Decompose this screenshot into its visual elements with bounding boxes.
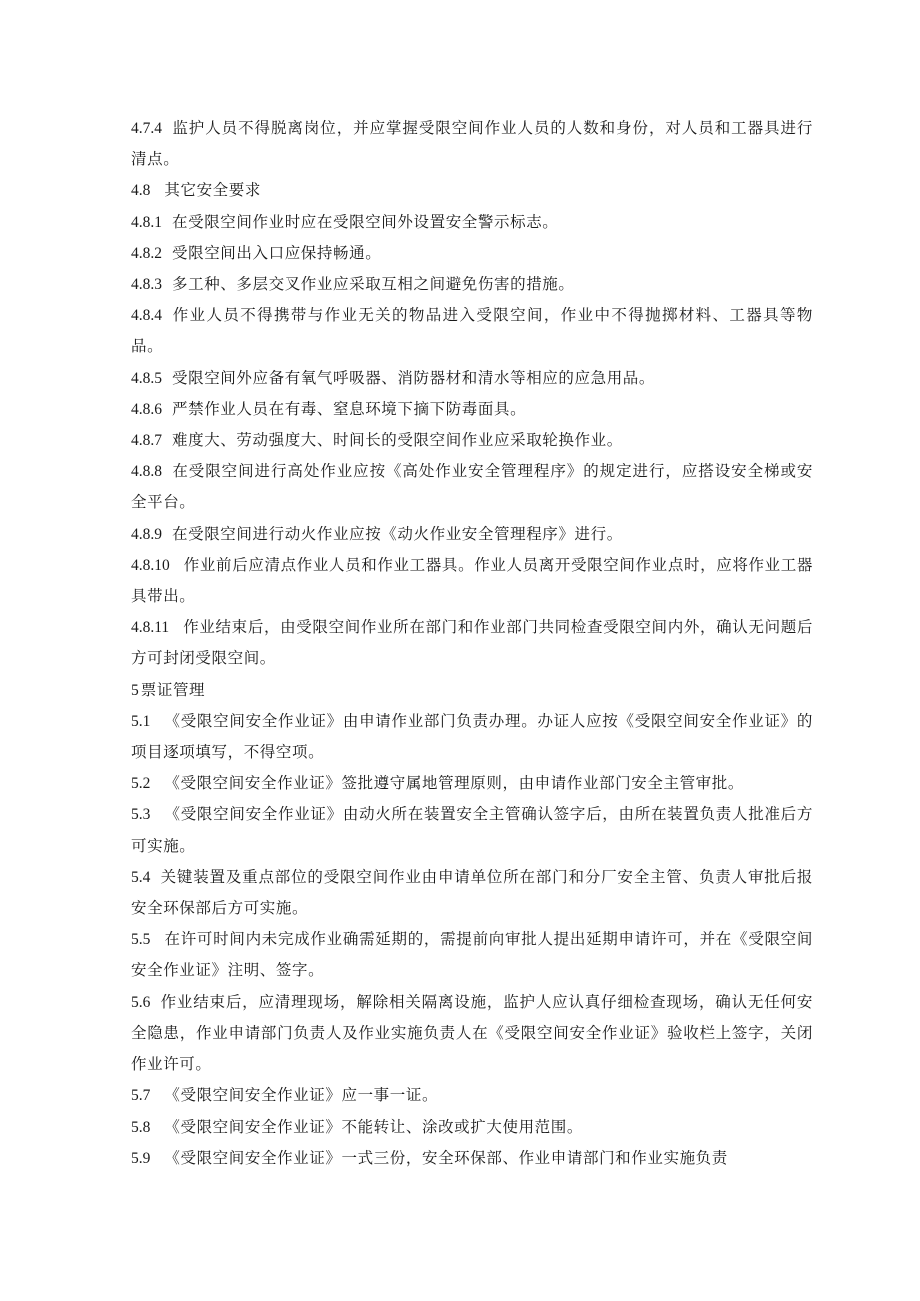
section-number: 4.8.8 — [131, 463, 162, 481]
section-number: 4.7.4 — [131, 120, 162, 137]
section-number: 4.8.4 — [131, 307, 162, 325]
paragraph-5-2 — [131, 768, 813, 799]
paragraph-5-4 — [131, 862, 813, 924]
paragraph-text: 作业结束后，应清理现场，解除相关隔离设施，监护人应认真仔细检查现场，确认无任何安全隐患，作业申请部门负责人及作业实施负责人在《受限空间安全作业证》验收栏上签字，关闭作业许可。 — [131, 992, 813, 1074]
section-number: 4.8.2 — [131, 244, 162, 262]
paragraph-text: 在许可时间内未完成作业确需延期的，需提前向审批人提出延期申请许可，并在《受限空间安全作业证》注明、签字。 — [131, 930, 813, 980]
paragraph-text: 《受限空间安全作业证》不能转让、涂改或扩大使用范围。 — [164, 1117, 583, 1136]
document-body — [131, 113, 813, 1174]
paragraph-4-8-4 — [131, 300, 813, 362]
section-number: 5.4 — [131, 868, 151, 886]
paragraph-text: 《受限空间安全作业证》由申请作业部门负责办理。办证人应按《受限空间安全作业证》的项目逐项填写，不得空项。 — [131, 711, 813, 762]
section-number: 5.8 — [131, 1118, 151, 1136]
section-number: 5 — [131, 681, 139, 699]
paragraph-text: 作业人员不得携带与作业无关的物品进入受限空间，作业中不得抛掷材料、工器具等物品。 — [131, 306, 813, 356]
paragraph-text: 关键装置及重点部位的受限空间作业由申请单位所在部门和分厂安全主管、负责人审批后报安全环保部后方可实施。 — [131, 867, 813, 918]
paragraph-5-7 — [131, 1080, 813, 1111]
section-number: 4.8.9 — [131, 525, 162, 543]
paragraph-text: 在受限空间进行动火作业应按《动火作业安全管理程序》进行。 — [172, 524, 623, 543]
paragraph-text: 多工种、多层交叉作业应采取互相之间避免伤害的措施。 — [172, 275, 575, 294]
section-number: 5.7 — [131, 1087, 151, 1105]
section-number: 4.8.10 — [131, 556, 170, 574]
section-number: 4.8.1 — [131, 213, 162, 231]
paragraph-text: 监护人员不得脱离岗位，并应掌握受限空间作业人员的人数和身份，对人员和工器具进行清点。 — [131, 119, 813, 169]
paragraph-text: 《受限空间安全作业证》由动火所在装置安全主管确认签字后，由所在装置负责人批准后方可实施。 — [131, 805, 813, 855]
section-number: 5.5 — [131, 931, 151, 949]
paragraph-text: 严禁作业人员在有毒、窒息环境下摘下防毒面具。 — [172, 399, 527, 418]
paragraph-4-8-9 — [131, 519, 813, 550]
paragraph-5-8 — [131, 1112, 813, 1143]
paragraph-text: 难度大、劳动强度大、时间长的受限空间作业应采取轮换作业。 — [172, 431, 623, 450]
section-number: 5.9 — [131, 1149, 151, 1167]
paragraph-4-8-7 — [131, 425, 813, 456]
paragraph-4-8-10 — [131, 550, 813, 612]
paragraph-5-5 — [131, 924, 813, 986]
section-number: 4.8 — [131, 182, 151, 200]
paragraph-4-8-5 — [131, 363, 813, 394]
paragraph-text: 受限空间出入口应保持畅通。 — [172, 243, 382, 262]
paragraph-text: 《受限空间安全作业证》一式三份，安全环保部、作业申请部门和作业实施负责 — [164, 1148, 728, 1167]
section-number: 5.6 — [131, 993, 151, 1011]
paragraph-text: 作业结束后，由受限空间作业所在部门和作业部门共同检查受限空间内外，确认无问题后方可封闭受限空间。 — [131, 618, 813, 668]
paragraph-4-8-2 — [131, 238, 813, 269]
section-number: 5.2 — [131, 775, 151, 793]
section-number: 4.8.5 — [131, 369, 162, 387]
paragraph-text: 在受限空间进行高处作业应按《高处作业安全管理程序》的规定进行，应搭设安全梯或安全平台。 — [131, 462, 813, 512]
heading-text: 票证管理 — [140, 680, 206, 699]
paragraph-4-8-6 — [131, 394, 813, 425]
paragraph-text: 《受限空间安全作业证》签批遵守属地管理原则，由申请作业部门安全主管审批。 — [164, 774, 744, 793]
paragraph-5-6 — [131, 987, 813, 1081]
section-number: 5.3 — [131, 806, 151, 824]
heading-5 — [131, 675, 813, 706]
paragraph-4-8-11 — [131, 612, 813, 674]
paragraph-5-3 — [131, 799, 813, 861]
section-number: 4.8.3 — [131, 276, 162, 294]
section-number: 5.1 — [131, 712, 151, 730]
section-number: 4.8.7 — [131, 432, 162, 450]
paragraph-4-8-3 — [131, 269, 813, 300]
heading-4-8 — [131, 175, 813, 206]
section-number: 4.8.11 — [131, 619, 170, 637]
paragraph-text: 受限空间外应备有氧气呼吸器、消防器材和清水等相应的应急用品。 — [172, 368, 656, 387]
paragraph-text: 在受限空间作业时应在受限空间外设置安全警示标志。 — [172, 212, 559, 231]
paragraph-5-1 — [131, 706, 813, 768]
paragraph-5-9 — [131, 1143, 813, 1174]
paragraph-text: 《受限空间安全作业证》应一事一证。 — [164, 1086, 439, 1105]
paragraph-4-8-8 — [131, 456, 813, 518]
heading-text: 其它安全要求 — [164, 181, 261, 200]
paragraph-4-8-1 — [131, 207, 813, 238]
paragraph-text: 作业前后应清点作业人员和作业工器具。作业人员离开受限空间作业点时，应将作业工器具带出。 — [131, 555, 813, 606]
paragraph-4-7-4 — [131, 113, 813, 175]
section-number: 4.8.6 — [131, 400, 162, 418]
